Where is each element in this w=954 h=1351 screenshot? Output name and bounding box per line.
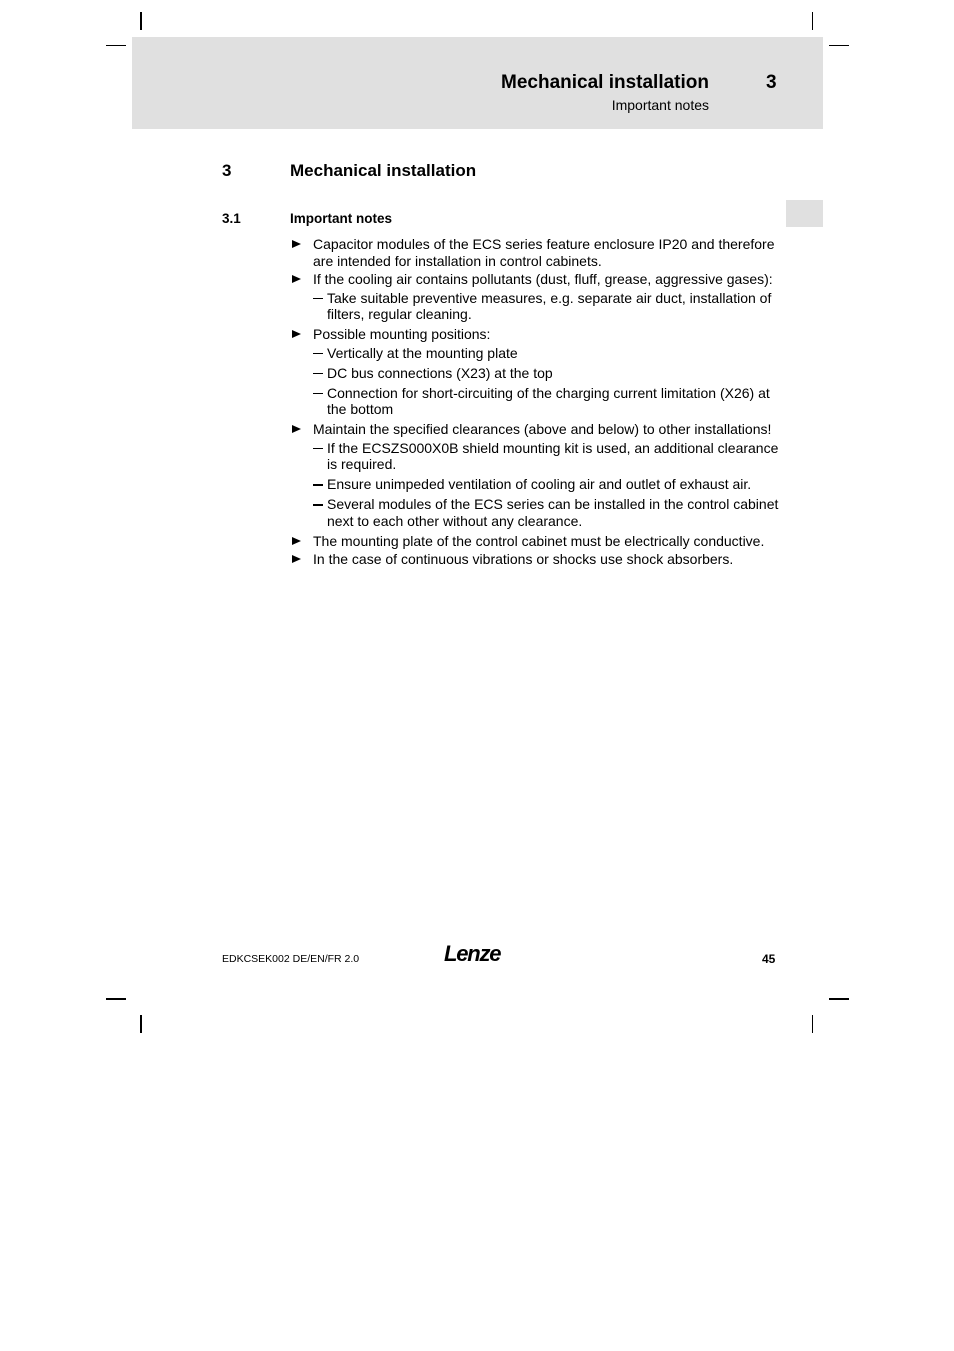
sub-list-item [290, 385, 790, 418]
sub-list-item-text: DC bus connections (X23) at the top [327, 364, 553, 381]
dash-icon [313, 504, 323, 506]
subsection-number: 3.1 [222, 211, 241, 226]
right-triangle-icon [292, 240, 301, 248]
list-item-text: The mounting plate of the control cabinet must be electrically conductive. [313, 532, 765, 549]
right-triangle-icon [292, 555, 301, 563]
sub-list-item [290, 345, 790, 362]
dash-icon [313, 298, 323, 300]
dash-icon [313, 448, 323, 450]
notes-list [290, 236, 790, 570]
crop-mark [812, 12, 813, 30]
list-item-text: If the cooling air contains pollutants (dust, fluff, grease, aggressive gases): [313, 271, 773, 287]
header-title: Mechanical installation [501, 72, 709, 93]
page-number: 45 [762, 952, 776, 966]
subsection-title: Important notes [290, 211, 393, 226]
crop-mark [106, 998, 126, 1000]
crop-mark [829, 45, 849, 46]
sub-list-item-text: Vertically at the mounting plate [327, 344, 518, 361]
footer-document-id: EDKCSEK002 DE/EN/FR 2.0 [222, 953, 360, 965]
sub-list-item-text: Connection for short-circuiting of the charging current limitation (X26) at the bottom [327, 384, 770, 417]
right-triangle-icon [292, 537, 301, 545]
crop-mark [829, 998, 849, 1000]
list-item-text: In the case of continuous vibrations or shocks use shock absorbers. [313, 551, 734, 567]
section-title: Mechanical installation [290, 161, 477, 180]
dash-icon [313, 393, 323, 395]
sub-list-item-text: Ensure unimpeded ventilation of cooling air and outlet of exhaust air. [327, 476, 752, 492]
list-item-text: Capacitor modules of the ECS series feature enclosure IP20 and therefore are intended for installation in control cabinets. [313, 236, 775, 269]
header-subtitle: Important notes [611, 97, 709, 113]
header-band [132, 37, 823, 129]
sub-list-item [290, 496, 790, 529]
crop-mark [140, 1015, 142, 1033]
right-triangle-icon [292, 425, 301, 433]
lenze-logo: Lenze [444, 941, 501, 966]
crop-mark [106, 45, 126, 46]
sub-list-item-text: If the ECSZS000X0B shield mounting kit is used, an additional clearance is required. [327, 439, 779, 472]
dash-icon [313, 373, 323, 375]
right-triangle-icon [292, 330, 301, 338]
sub-list-item-text: Take suitable preventive measures, e.g. separate air duct, installation of filters, regular cleaning. [327, 289, 772, 322]
list-item [290, 326, 790, 343]
list-item [290, 271, 790, 288]
list-item [290, 533, 790, 550]
list-item-text: Possible mounting positions: [313, 326, 491, 342]
sub-list-item [290, 440, 790, 473]
list-item [290, 421, 790, 438]
chapter-side-tab [786, 200, 823, 227]
dash-icon [313, 484, 323, 486]
header-chapter-number: 3 [766, 72, 777, 93]
dash-icon [313, 353, 323, 355]
crop-mark [140, 12, 142, 30]
section-number: 3 [222, 161, 232, 180]
sub-list-item [290, 476, 790, 493]
sub-list-item-text: Several modules of the ECS series can be installed in the control cabinet next to each other without any clearance. [327, 496, 779, 529]
list-item [290, 236, 790, 269]
sub-list-item [290, 365, 790, 382]
sub-list-item [290, 290, 790, 323]
right-triangle-icon [292, 275, 301, 283]
crop-mark [812, 1015, 813, 1033]
list-item [290, 551, 790, 568]
list-item-text: Maintain the specified clearances (above and below) to other installations! [313, 421, 772, 437]
